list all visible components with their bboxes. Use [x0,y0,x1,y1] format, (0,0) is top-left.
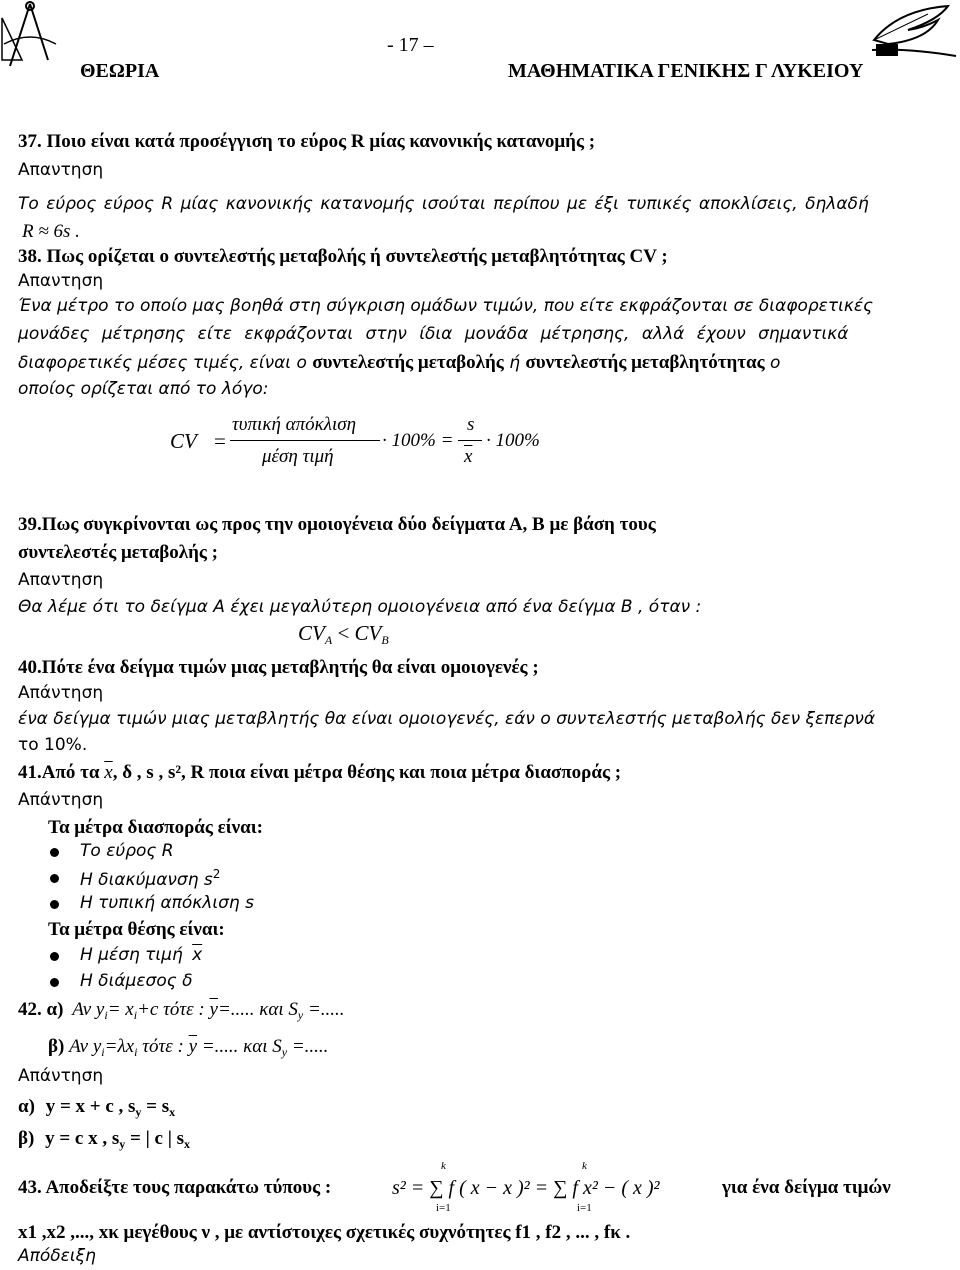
q43-formula: s² = ∑ f ( x − x )² = ∑ f x² − ( x )² [392,1177,660,1199]
q42-ans-a-text: y = x + c , s [45,1096,136,1117]
cv-formula-num1: τυπική απόκλιση [232,414,357,435]
dispersion-item-stddev: Η τυπική απόκλιση s [80,893,254,913]
q42-a-y: $\overline{y}$ [209,999,218,1020]
q42-a-sub-y: y [297,1008,304,1022]
cv-formula-mult2: · 100% [486,430,540,451]
q41-question [18,762,621,784]
dispersion-heading: Τα μέτρα διασποράς είναι: [48,817,263,838]
sum-bottom-1: i=1 [436,1202,451,1214]
cv-fraction-bar-1 [230,440,380,441]
cv-formula-eq: = [214,429,226,453]
q42-ans-b-text: y = c x , s [45,1128,120,1149]
q38-line3-a: διαφορετικές μέσες τιμές, είναι ο [18,353,313,373]
sum-top-1: k [441,1160,446,1172]
q42-b-rest3: =..... και S [197,1036,282,1057]
q38-line2: μονάδες μέτρησης είτε εκφράζονται στην ίδια μονάδα μέτρησης, αλλά έχουν σημαντικά [18,324,849,344]
cv-fraction-bar-2 [458,440,482,441]
q37-answer-label: Απαντηση [18,160,104,180]
q42-b-y: $\overline{y}$ [188,1036,198,1057]
q42-b-text: Αν y [69,1036,102,1057]
dispersion-item-variance [80,867,220,890]
q40-answer-line2: το 10%. [18,735,88,755]
cv-comparison-formula [298,622,389,651]
bullet-dot [50,848,59,857]
q37-question: 37. Ποιο είναι κατά προσέγγιση το εύρος R μίας κανονικής κατανομής ; [18,131,596,152]
q37-answer-line1: Το εύρος εύρος R μίας κανονικής κατανομής ισούται περίπου με έξι τυπικές αποκλίσεις, δηλαδή [18,194,869,214]
q42-a-rest3: =..... και S [217,999,298,1020]
q41-question-a: 41.Από τα [18,762,105,783]
q38-line3-c: ή [503,353,526,373]
q42-b-sub-i2: i [134,1045,138,1059]
q43-proof-label: Απόδειξη [18,1246,96,1266]
bullet-dot [50,952,59,961]
q43-question-b: για ένα δείγμα τιμών [722,1177,891,1198]
q42-b-sub-y: y [281,1045,288,1059]
position-heading: Τα μέτρα θέσης είναι: [48,919,225,940]
q42-ans-a-label: α) [18,1096,35,1117]
q38-term1: συντελεστής μεταβολής [312,352,504,373]
cv-b-sub: B [381,633,389,647]
q43-question-a: 43. Αποδείξτε τους παρακάτω τύπους : [18,1177,332,1198]
q43-line2: x1 ,x2 ,..., xκ μεγέθους ν , με αντίστοιχες σχετικές συχνότητες f1 , f2 , ... , fκ . [18,1222,631,1243]
q38-term2: συντελεστής μεταβλητότητας [525,352,765,373]
q42-b-rest2: τότε : [137,1036,189,1057]
q42-a-sub-i2: i [133,1008,138,1022]
header-right: ΜΑΘΗΜΑΤΙΚΑ ΓΕΝΙΚΗΣ Γ ΛΥΚΕΙΟΥ [508,60,864,82]
q42-ans-a-text2: = s [141,1096,170,1117]
q42-b-sub-i: i [101,1045,105,1059]
q38-line3 [18,352,780,374]
q42-answer-label: Απάντηση [18,1066,104,1086]
page-number: - 17 – [387,34,434,56]
q42-a-sub-i: i [104,1008,108,1022]
cv-formula [170,412,570,482]
variance-label: Η διακύμανση s [80,870,213,890]
q40-answer-line1: ένα δείγμα τιμών μιας μεταβλητής θα είναι ομοιογενές, εάν ο συντελεστής μεταβολής δεν ξεπερνά [18,709,876,729]
q39-answer-label: Απαντηση [18,570,104,590]
q41-question-b: , δ , s , s², R ποια είναι μέτρα θέσης και ποια μέτρα διασποράς ; [112,762,622,783]
q42-ans-b-label: β) [18,1128,35,1149]
cv-formula-den1: μέση τιμή [262,446,334,467]
mean-x: $\overline{x}$ [192,945,203,965]
q39-answer: Θα λέμε ότι το δείγμα Α έχει μεγαλύτερη ομοιογένεια από ένα δείγμα Β , όταν : [18,597,702,617]
q38-line4: οποίος ορίζεται από το λόγο: [18,379,269,399]
q42-a-rest4: =..... [303,999,345,1020]
q42-ans-a-sub-x: x [169,1105,176,1119]
q42-answer-b [18,1128,190,1155]
q39-question-line2: συντελεστές μεταβολής ; [18,542,218,563]
cv-formula-den2: $\overline{x}$ [464,446,473,467]
sum-top-2: k [582,1160,587,1172]
cv-formula-num2: s [467,414,475,435]
q42-ans-b-text2: = | c | s [125,1128,185,1149]
q42-a-rest2: +c τότε : [137,999,210,1020]
q38-question: 38. Πως ορίζεται ο συντελεστής μεταβολής ή συντελεστής μεταβλητότητας CV ; [18,246,668,267]
q42-a-label: 42. α) [18,999,64,1020]
quill-pen-icon [868,0,960,67]
q42-ans-a-sub-y: y [135,1105,142,1119]
header-left: ΘΕΩΡΙΑ [80,60,160,82]
q42-ans-b-sub-y: y [119,1137,126,1151]
q42-b-rest4: =..... [287,1036,329,1057]
q42-b-label: β) [48,1036,65,1057]
compass-icon [0,0,62,75]
q42-answer-a [18,1096,175,1123]
q41-question-x: $\overline{x}$ [104,762,113,783]
cv-b: CV [354,621,382,645]
sum-bottom-2: i=1 [577,1202,592,1214]
mean-label: Η μέση τιμή [80,945,183,965]
dispersion-item-range: Το εύρος R [80,841,174,861]
cv-less-than: < [337,621,350,645]
position-item-median: Η διάμεσος δ [80,971,193,991]
cv-a: CV [298,621,325,645]
q40-answer-label: Απάντηση [18,683,104,703]
position-item-mean [80,945,202,965]
q42-a-rest: = x [107,999,134,1020]
bullet-dot [50,874,59,883]
bullet-dot [50,900,59,909]
cv-formula-lhs: CV [170,429,197,453]
q39-question-line1: 39.Πως συγκρίνονται ως προς την ομοιογένεια δύο δείγματα Α, Β με βάση τους [18,514,656,535]
variance-sup: 2 [212,867,221,881]
q42-part-b [48,1036,328,1063]
q41-answer-label: Απάντηση [18,790,104,810]
q38-line3-e: ο [764,353,781,373]
cv-formula-mult1: · 100% = [382,430,454,451]
q38-line1: Ένα μέτρο το οποίο μας βοηθά στη σύγκριση ομάδων τιμών, που είτε εκφράζονται σε διαφορετικές [18,296,874,316]
q40-question: 40.Πότε ένα δείγμα τιμών μιας μεταβλητής θα είναι ομοιογενές ; [18,657,539,678]
q42-a-text: Αν y [72,999,105,1020]
q42-part-a [18,999,345,1026]
q42-b-rest: =λx [104,1036,135,1057]
bullet-dot [50,978,59,987]
q38-answer-label: Απαντηση [18,271,104,291]
q37-answer-line2: R ≈ 6s . [22,221,80,242]
cv-a-sub: A [324,633,333,647]
q42-ans-b-sub-x: x [184,1137,191,1151]
